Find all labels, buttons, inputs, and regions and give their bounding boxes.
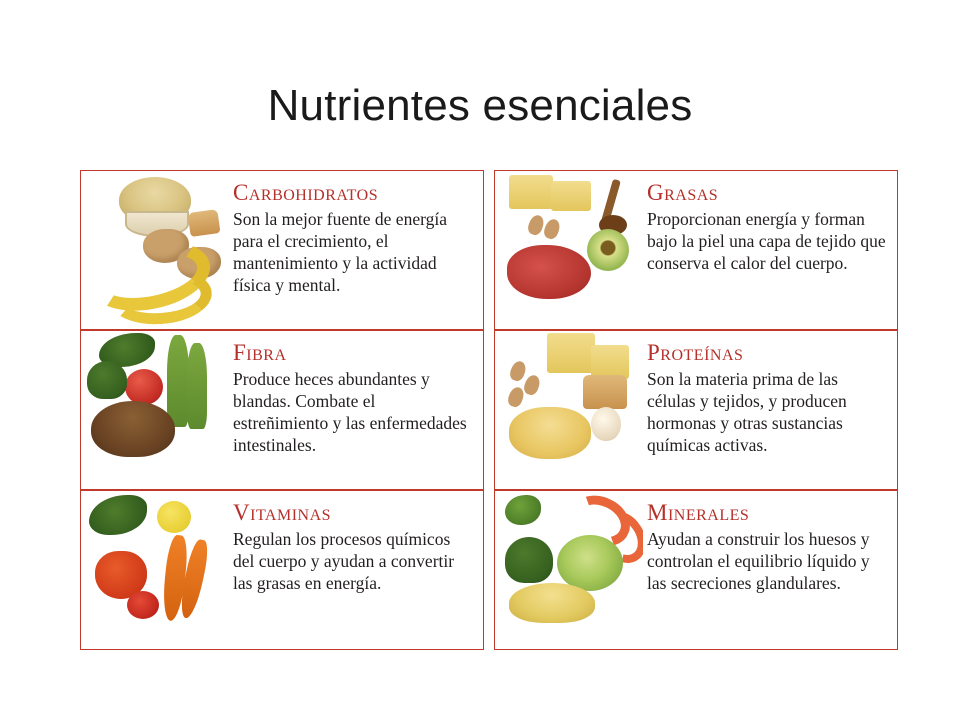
text-block-vitaminas	[229, 491, 483, 649]
food-illustration-proteinas	[495, 331, 643, 489]
butter-icon	[509, 175, 553, 209]
nutrient-cell-vitaminas[interactable]	[80, 490, 484, 650]
nutrient-desc-vitaminas: Regulan los procesos químicos del cuerpo y ayudan a convertir las grasas en energía.	[233, 529, 455, 594]
nutrient-cell-carbohidratos[interactable]	[80, 170, 484, 330]
nutrient-cell-proteinas[interactable]	[494, 330, 898, 490]
text-block-proteinas	[643, 331, 897, 489]
almond-icon	[522, 373, 542, 397]
nutrient-cell-minerales[interactable]	[494, 490, 898, 650]
couscous-pile-icon	[509, 583, 595, 623]
nutrient-title-carbohidratos: Carbohidratos	[233, 180, 379, 205]
meat-icon	[507, 245, 591, 299]
broccoli-icon	[87, 361, 127, 399]
tofu-icon	[583, 375, 627, 409]
nutrient-cell-grasas[interactable]	[494, 170, 898, 330]
nutrient-title-proteinas: Proteínas	[647, 340, 744, 365]
text-block-fibra	[229, 331, 483, 489]
text-block-grasas	[643, 171, 897, 329]
nutrient-desc-proteinas: Son la materia prima de las células y tejidos, y producen hormonas y otras sustancias químicas activas.	[647, 369, 847, 456]
celery-icon	[187, 343, 207, 429]
bran-pile-icon	[91, 401, 175, 457]
lettuce-icon	[557, 535, 623, 591]
nutrient-title-grasas: Grasas	[647, 180, 719, 205]
food-illustration-carbohidratos	[81, 171, 229, 329]
egg-icon	[591, 407, 621, 441]
nutrient-title-minerales: Minerales	[647, 500, 750, 525]
food-illustration-minerales	[495, 491, 643, 649]
tomato-icon	[127, 591, 159, 619]
almond-icon	[508, 359, 528, 383]
herb-icon	[505, 495, 541, 525]
nutrients-grid	[80, 170, 898, 650]
broccoli-icon	[505, 537, 553, 583]
food-illustration-grasas	[495, 171, 643, 329]
avocado-icon	[587, 229, 629, 271]
nutrient-desc-grasas: Proporcionan energía y forman bajo la piel una capa de tejido que conserva el calor del cuerpo.	[647, 209, 886, 274]
celery-icon	[167, 335, 189, 427]
cheese-icon	[591, 345, 629, 379]
text-block-carbohidratos	[229, 171, 483, 329]
cheese-icon	[547, 333, 595, 373]
nutrient-desc-minerales: Ayudan a construir los huesos y controlan el equilibrio líquido y las secreciones glandulares.	[647, 529, 870, 594]
bread-icon	[187, 209, 220, 237]
lemon-icon	[157, 501, 191, 533]
text-block-minerales	[643, 491, 897, 649]
apple-icon	[125, 369, 163, 405]
food-illustration-vitaminas	[81, 491, 229, 649]
nutrients-diagram	[80, 170, 898, 650]
nutrient-cell-fibra[interactable]	[80, 330, 484, 490]
nutrient-title-vitaminas: Vitaminas	[233, 500, 332, 525]
page-title: Nutrientes esenciales	[267, 81, 693, 131]
pasta-pile-icon	[509, 407, 591, 459]
nutrient-desc-carbohidratos: Son la mejor fuente de energía para el crecimiento, el mantenimiento y la actividad física y mental.	[233, 209, 447, 296]
food-illustration-fibra	[81, 331, 229, 489]
almond-icon	[542, 217, 562, 241]
nutrient-title-fibra: Fibra	[233, 340, 287, 365]
nutrient-desc-fibra: Produce heces abundantes y blandas. Combate el estreñimiento y las enfermedades intestinales.	[233, 369, 467, 456]
leafy-green-icon	[89, 495, 147, 535]
butter-icon	[551, 181, 591, 211]
